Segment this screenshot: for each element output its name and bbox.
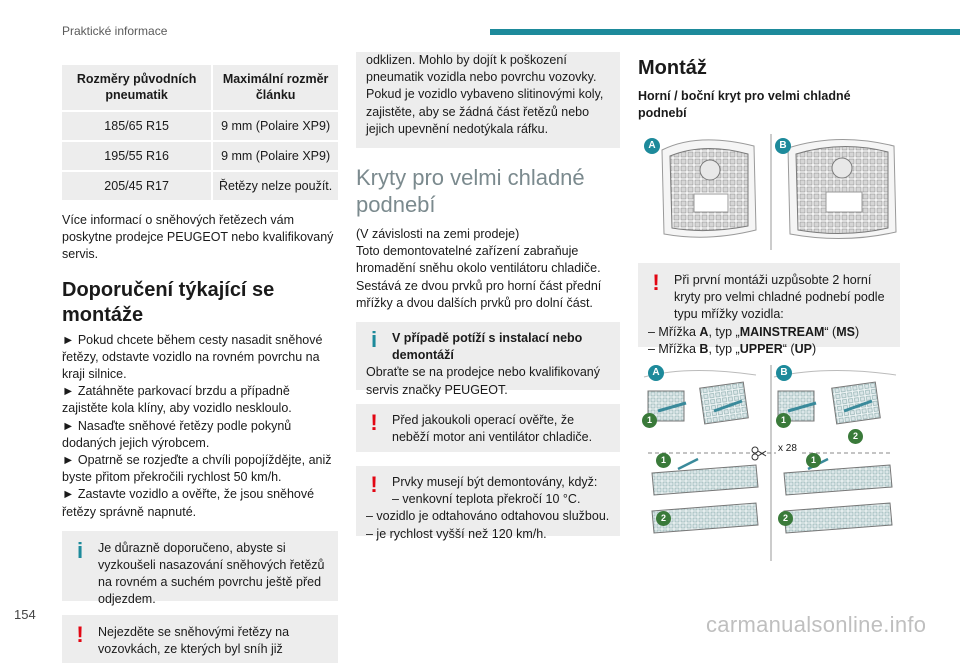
label-a-badge: A: [648, 365, 664, 381]
step-2: ► Zatáhněte parkovací brzdu a případně zajistěte kola klíny, aby vozidlo neskloulo.: [62, 384, 292, 416]
table-cell: Řetězy nelze použít.: [212, 171, 338, 200]
step-1-badge: 1: [776, 413, 791, 428]
table-cell: 9 mm (Polaire XP9): [212, 111, 338, 141]
watermark: carmanualsonline.info: [706, 612, 927, 637]
column-1: [62, 56, 338, 663]
info-icon: i: [370, 327, 378, 353]
label-b-badge: B: [775, 138, 791, 154]
warning-box-roads: [62, 615, 338, 663]
warning-removal-lead: Prvky musejí být demontovány, když:: [392, 475, 598, 490]
grille-types-figure: [638, 130, 900, 250]
info-text: Obraťte se na prodejce nebo kvalifikovaný servis značky PEUGEOT.: [366, 365, 600, 397]
table-header: Rozměry původních pneumatik: [62, 65, 212, 111]
step-4: ► Opatrně se rozjeďte a chvíli popojíždějte, aniž byste přitom překročili rychlost 50 km/h.: [62, 453, 332, 485]
grille-illustration: [638, 130, 900, 250]
warning-box-adjust: [638, 263, 900, 356]
removal-condition: – vozidlo je odtahováno odtahovou službou.: [366, 509, 610, 524]
step-2-badge: 2: [656, 511, 671, 526]
removal-condition: – je rychlost vyšší než 120 km/h.: [366, 526, 547, 541]
info-box-practice: [62, 531, 338, 607]
warning-icon: !: [370, 410, 378, 436]
column-3: [638, 52, 900, 561]
header-accent-bar: [490, 29, 960, 35]
upper-side-cover-subheading: Horní / boční kryt pro velmi chladné podnebí: [638, 89, 851, 120]
info-title: V případě potíží s instalací nebo demontáží: [392, 331, 583, 363]
mounting-heading: Montáž: [638, 57, 707, 79]
removal-condition: – venkovní teplota překročí 10 °C.: [392, 492, 581, 507]
table-row: [62, 111, 338, 141]
chains-more-info: Více informací o sněhových řetězech vám poskytne prodejce PEUGEOT nebo kvalifikovaný servis.: [62, 213, 334, 262]
label-a-badge: A: [644, 138, 660, 154]
chain-size-table: [62, 65, 338, 200]
cold-climate-covers-heading: Kryty pro velmi chladné podnebí: [356, 165, 585, 217]
table-cell: 195/55 R16: [62, 141, 212, 171]
warning-icon: !: [76, 621, 84, 647]
step-1-badge: 1: [642, 413, 657, 428]
column-2: [356, 52, 620, 541]
step-1-badge: 1: [656, 453, 671, 468]
label-b-badge: B: [776, 365, 792, 381]
warning-box-removal: [356, 466, 620, 541]
warning-icon: !: [370, 472, 378, 498]
step-3: ► Nasaďte sněhové řetězy podle pokynů dodaných jejich výrobcem.: [62, 418, 292, 450]
warning-engine-text: Před jakoukoli operací ověřte, že neběží motor ani ventilátor chladiče.: [392, 413, 593, 445]
warning-icon: !: [652, 270, 660, 295]
warning-continued-text: odklizen. Mohlo by dojít k poškození pneumatik vozidla nebo povrchu vozovky. Pokud je vozidlo vybaveno slitinovými koly, zajistěte, aby se žádná část řetězů nebo jejich upevnění nedotýkala ráfku.: [366, 53, 604, 136]
mounting-recommendations-heading: Doporučení týkající se montáže: [62, 278, 275, 326]
step-2-badge: 2: [778, 511, 793, 526]
table-cell: 185/65 R15: [62, 111, 212, 141]
table-row: [62, 141, 338, 171]
table-row: [62, 171, 338, 200]
info-icon: i: [76, 537, 84, 563]
warning-adjust-lead: Při první montáži uzpůsobte 2 horní kryty pro velmi chladné podnebí podle typu mřížky vozidla:: [674, 273, 885, 322]
table-cell: 205/45 R17: [62, 171, 212, 200]
step-1-badge: 1: [806, 453, 821, 468]
table-header: Maximální rozměr článku: [212, 65, 338, 111]
step-2-badge: 2: [848, 429, 863, 444]
mounting-steps-figure: [638, 361, 900, 561]
warning-box-continued: [356, 52, 620, 148]
mounting-illustration: [638, 361, 900, 561]
section-title: Praktické informace: [62, 24, 168, 38]
info-box-text: Je důrazně doporučeno, abyste si vyzkoušeli nasazování sněhových řetězů na rovném a suchém povrchu ještě před odjezdem.: [98, 540, 325, 607]
warning-box-engine: [356, 404, 620, 452]
warning-box-text: Nejezděte se sněhovými řetězy na vozovkách, ze kterých byl sníh již: [98, 624, 290, 657]
info-box-installation: [356, 322, 620, 397]
step-5: ► Zastavte vozidlo a ověřte, že jsou sněhové řetězy správně napnuté.: [62, 487, 315, 519]
grille-a-line: – Mřížka A, typ „MAINSTREAM“ (MS): [648, 324, 860, 339]
page-number: 154: [14, 607, 36, 622]
covers-intro: (V závislosti na zemi prodeje) Toto demontovatelné zařízení zabraňuje hromadění sněhu okolo ventilátoru chladiče. Sestává ze dvou prvků pro horní část přední mřížky a dvou dalších prvků pro dolní část.: [356, 227, 602, 310]
step-1: ► Pokud chcete během cesty nasadit sněhové řetězy, odstavte vozidlo na rovném povrchu na kraji silnice.: [62, 332, 323, 382]
grille-b-line: – Mřížka B, typ „UPPER“ (UP): [648, 341, 817, 356]
cut-count-label: x 28: [778, 443, 797, 454]
table-cell: 9 mm (Polaire XP9): [212, 141, 338, 171]
